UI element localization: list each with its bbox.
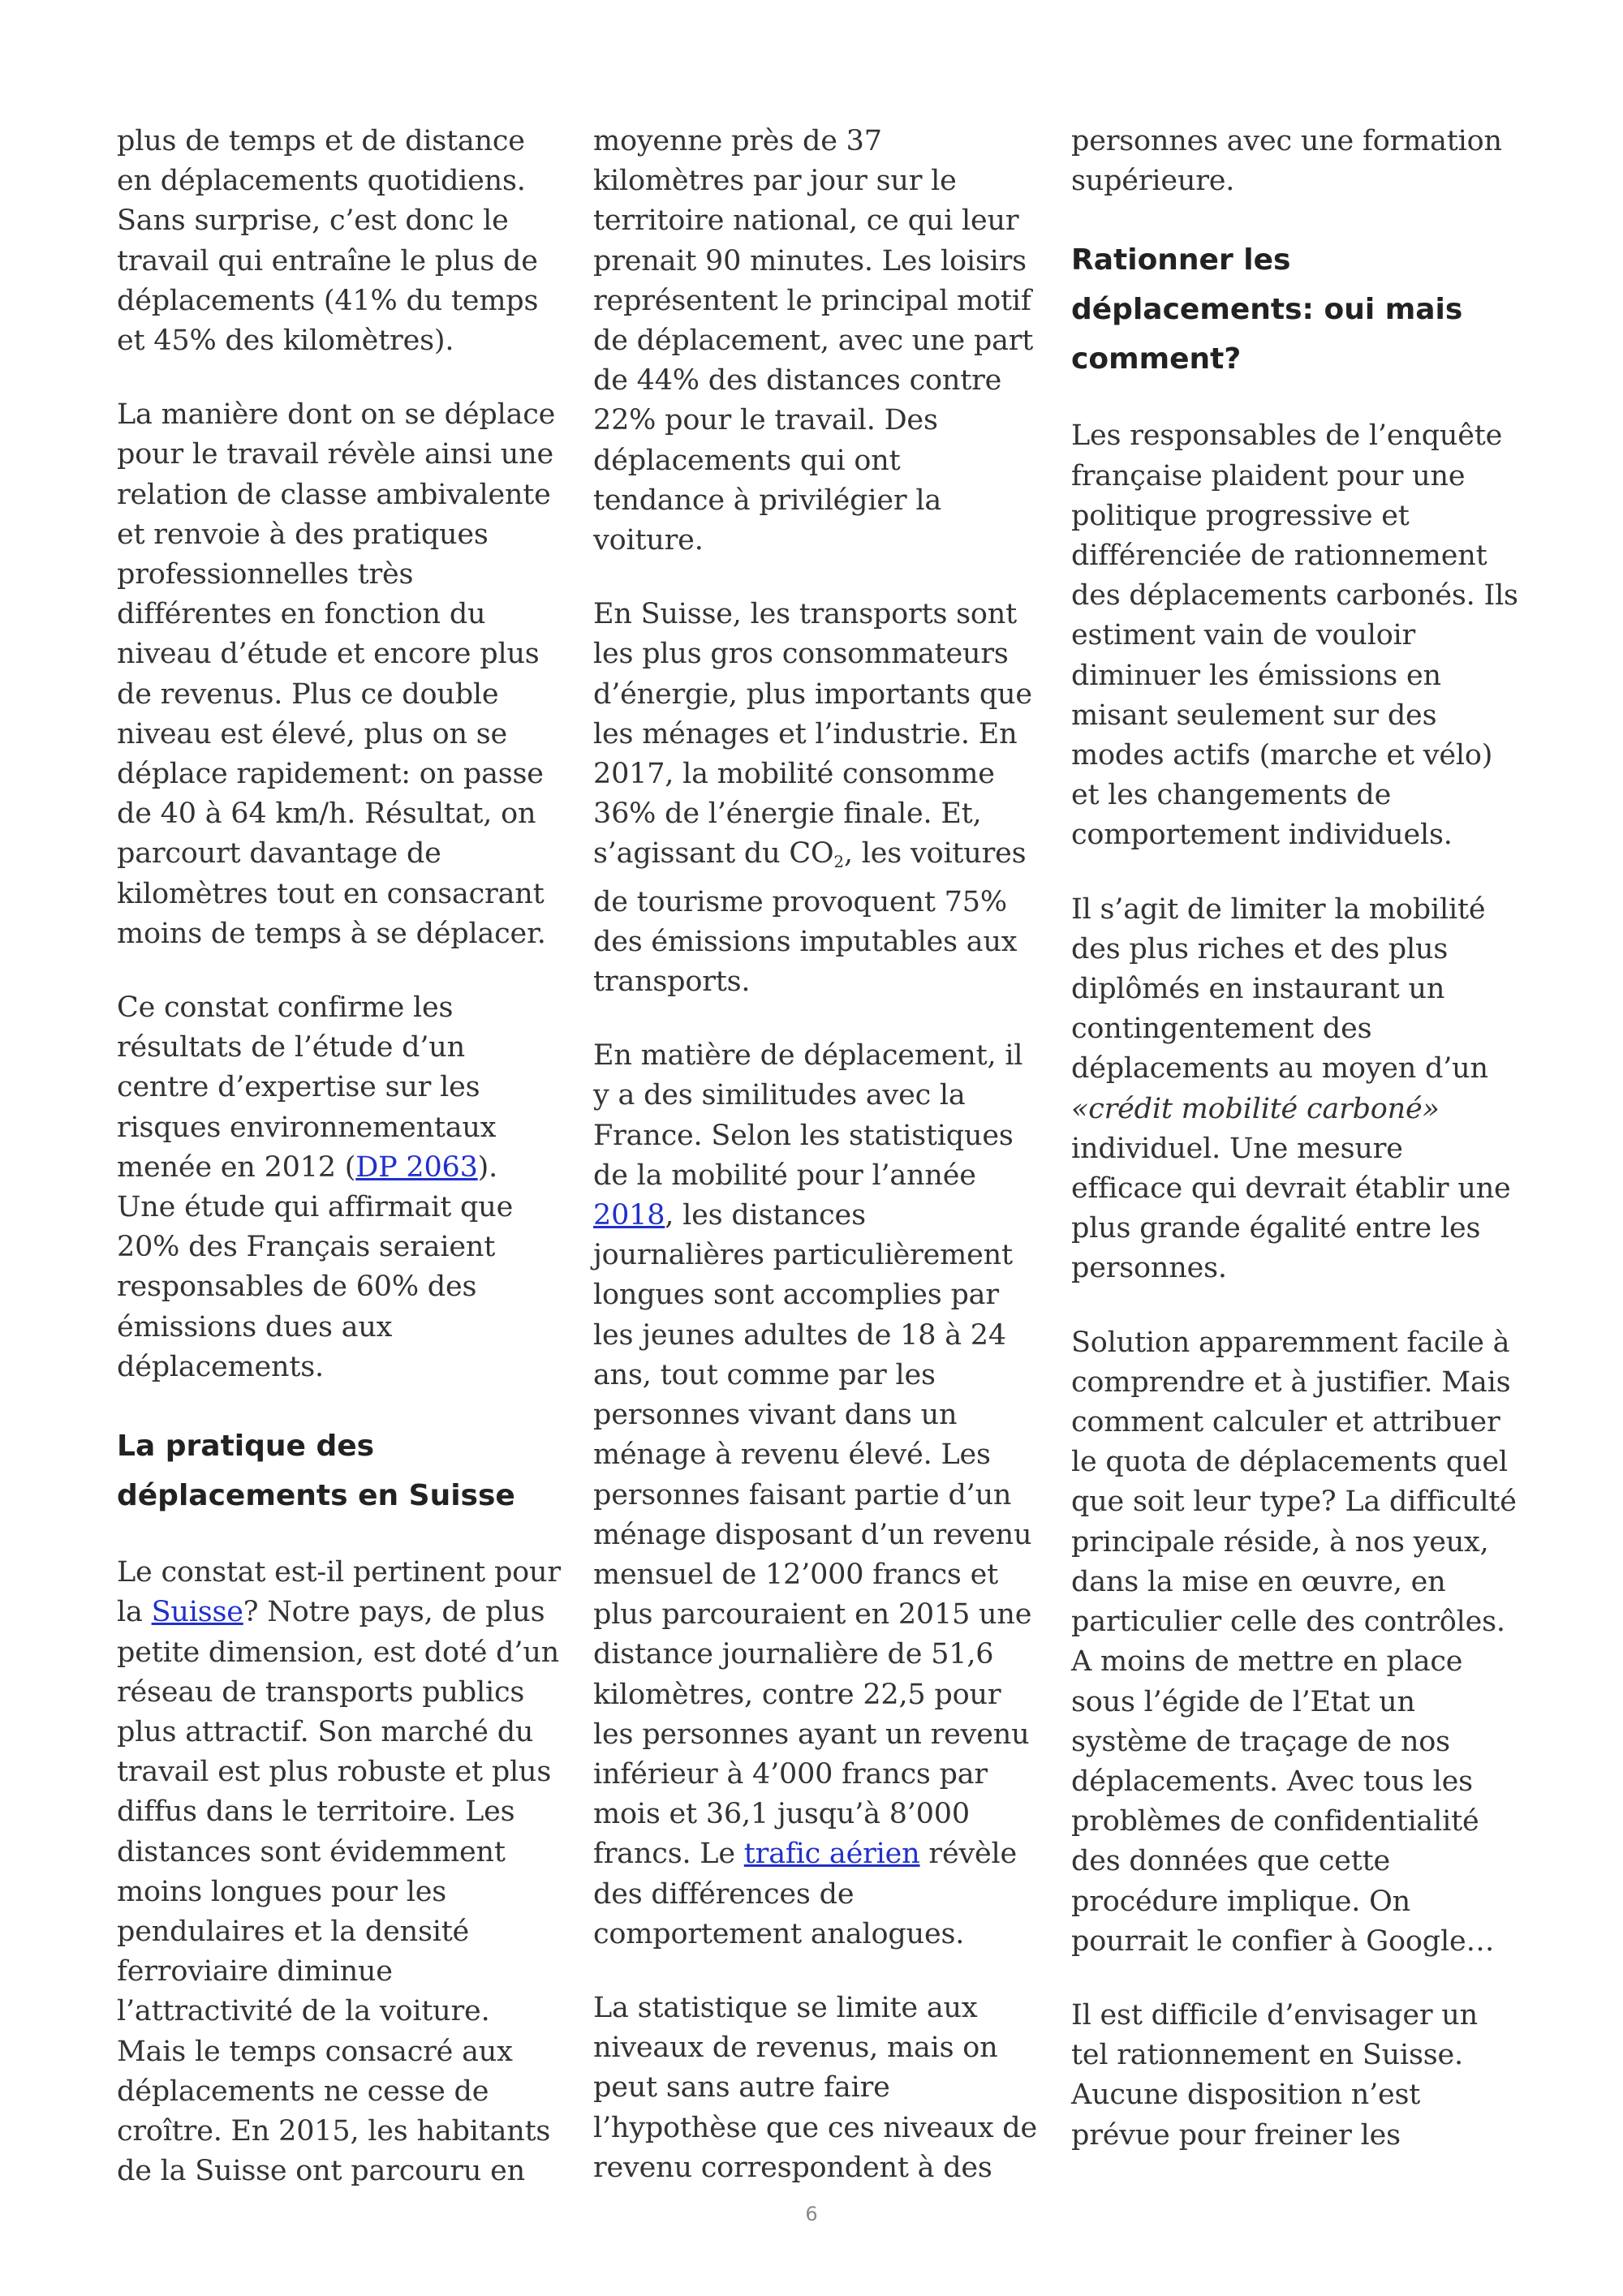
paragraph: personnes avec une formation supérieure.	[1071, 125, 1502, 198]
column-1	[117, 122, 562, 2225]
page-number: 6	[805, 2203, 818, 2225]
paragraph	[593, 1036, 1038, 1954]
paragraph: Il est difficile d’envisager un tel rationnement en Suisse. Aucune disposition n’est prévue pour freiner les	[1071, 1998, 1478, 2152]
paragraph	[117, 988, 562, 1387]
text: En Suisse, les transports sont les plus gros consommateurs d’énergie, plus importants que les ménages et l’industrie. En 2017, la mobilité consomme 36% de l’énergie finale. Et, s’agissant du CO	[593, 598, 1032, 871]
paragraph	[593, 595, 1038, 1002]
column-2	[593, 122, 1038, 2222]
text: Ce constat confirme les résultats de l’étude d’un centre d’expertise sur les risques environnementaux menée en 2012 (	[117, 991, 497, 1184]
emphasis: «crédit mobilité carboné»	[1071, 1092, 1440, 1125]
paragraph: moyenne près de 37 kilomètres par jour sur le territoire national, ce qui leur prenait 90 minutes. Les loisirs représentent le principal motif de déplacement, avec une part de 44% des distances contre 22% pour le travail. Des déplacements qui ont tendance à privilégier la voiture.	[593, 125, 1034, 557]
paragraph	[117, 395, 562, 954]
text: , les distances journalières particulièrement longues sont accomplies par les jeunes adultes de 18 à 24 ans, tout comme par les personnes vivant dans un ménage à revenu élevé. Les personnes faisant partie d’un ménage disposant d’un revenu mensuel de 12’000 francs et plus parcouraient en 2015 une distance journalière de 51,6 kilomètres, contre 22,5 pour les personnes ayant un revenu inférieur à 4’000 francs par mois et 36,1 jusqu’à 8’000 francs. Le	[593, 1199, 1032, 1871]
section-heading-rationner: Rationner les déplacements: oui mais comment?	[1071, 243, 1463, 376]
text: ? Notre pays, de plus petite dimension, est doté d’un réseau de transports publics plus attractif. Son marché du travail est plus robuste et plus diffus dans le territoire. Les distances sont évidemment moins longues pour les pendulaires et la densité ferroviaire diminue l’attractivité de la voiture. Mais le temps consacré aux déplacements ne cesse de croître. En 2015, les habitants de la Suisse ont parcouru en	[117, 1596, 559, 2188]
suisse-link[interactable]: Suisse	[151, 1596, 243, 1629]
paragraph: La statistique se limite aux niveaux de revenus, mais on peut sans autre faire l’hypothèse que ces niveaux de revenu correspondent à des	[593, 1991, 1038, 2184]
text: ). Une étude qui affirmait que 20% des Français seraient responsables de 60% des émissions dues aux déplacements.	[117, 1150, 514, 1383]
text: Le constat est-il pertinent pour la	[117, 1556, 561, 1629]
year-2018-link[interactable]: 2018	[593, 1199, 665, 1232]
paragraph: Les responsables de l’enquête française plaident pour une politique progressive et différenciée de rationnement des déplacements carbonés. Ils estiment vain de vouloir diminuer les émissions en misant seulement sur des modes actifs (marche et vélo) et les changements de comportement individuels.	[1071, 419, 1518, 852]
paragraph: plus de temps et de distance en déplacements quotidiens. Sans surprise, c’est donc le travail qui entraîne le plus de déplacements (41% du temps et 45% des kilomètres).	[117, 125, 539, 358]
paragraph	[117, 1553, 562, 2191]
text: , les voitures de tourisme provoquent 75% des émissions imputables aux transports.	[593, 837, 1027, 999]
trafic-aerien-link[interactable]: trafic aérien	[743, 1838, 920, 1871]
section-heading-pratique: La pratique des déplacements en Suisse	[117, 1430, 515, 1513]
text: individuel. Une mesure efficace qui devrait établir une plus grande égalité entre les personnes.	[1071, 1132, 1511, 1285]
paragraph: Solution apparemment facile à comprendre et à justifier. Mais comment calculer et attribuer le quota de déplacements quel que soit leur type? La difficulté principale réside, à nos yeux, dans la mise en œuvre, en particulier celle des contrôles. A moins de mettre en place sous l’égide de l’Etat un système de traçage de nos déplacements. Avec tous les problèmes de confidentialité des données que cette procédure implique. On pourrait le confier à Google…	[1071, 1326, 1517, 1958]
text: révèle des différences de comportement analogues.	[593, 1838, 1018, 1950]
text: En matière de déplacement, il y a des similitudes avec la France. Selon les statistiques de la mobilité pour l’année	[593, 1039, 1023, 1192]
column-3	[1071, 122, 1519, 2190]
paragraph	[1071, 890, 1519, 1289]
dp-2063-link[interactable]: DP 2063	[355, 1150, 478, 1184]
text: Il s’agit de limiter la mobilité des plus riches et des plus diplômés en instaurant un contingentement des déplacements au moyen d’un	[1071, 892, 1488, 1086]
subscript: 2	[833, 852, 844, 872]
text: La manière dont on se déplace pour le travail révèle ainsi une relation de classe ambivalente et renvoie à des pratiques professionnelles très différentes en fonction du niveau d’étude et encore plus de revenus. Plus ce double niveau est élevé, plus on se déplace rapidement: on passe de 40 à 64 km/h. Résultat, on parcourt davantage de kilomètres tout en consacrant moins de temps à se déplacer.	[117, 398, 556, 950]
